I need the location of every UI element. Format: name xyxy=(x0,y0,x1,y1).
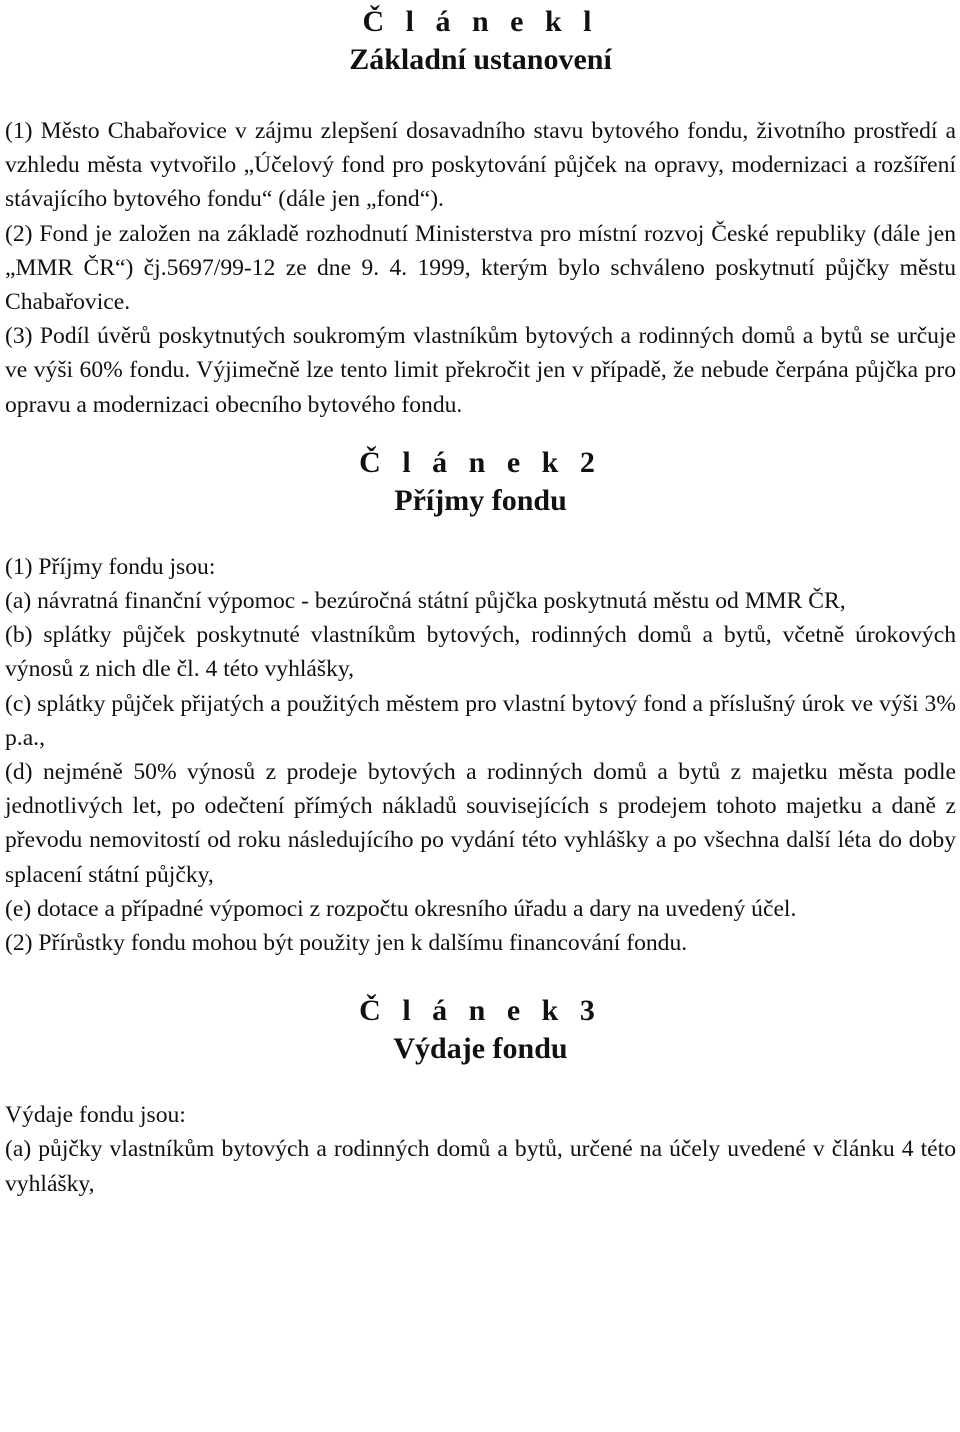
article-2-paragraph-2: (2) Přírůstky fondu mohou být použity jen k dalšímu financování fondu. xyxy=(5,930,688,957)
article-2-title: Příjmy fondu xyxy=(394,483,567,517)
article-3-number: Č l á n e k 3 xyxy=(359,994,602,1028)
article-2-item-e: (e) dotace a případné výpomoci z rozpočtu okresního úřadu a dary na uvedený účel. xyxy=(5,895,797,922)
article-3-item-a: (a) půjčky vlastníkům bytových a rodinných domů a bytů, určené na účely uvedené v článku 4 této vyhlášky, xyxy=(5,1136,956,1197)
article-3-body xyxy=(5,1098,956,1201)
article-3 xyxy=(5,992,956,1201)
article-3-intro: Výdaje fondu jsou: xyxy=(5,1102,186,1129)
article-2-paragraph-1: (1) Příjmy fondu jsou: xyxy=(5,553,216,580)
article-1-paragraph-1: (1) Město Chabařovice v zájmu zlepšení dosavadního stavu bytového fondu, životního prostředí a vzhledu města vytvořilo „Účelový fond pro poskytování půjček na opravy, modernizaci a rozšíření stávajícího bytového fondu“ (dále jen „fond“). xyxy=(5,118,956,213)
article-1-paragraph-2: (2) Fond je založen na základě rozhodnutí Ministerstva pro místní rozvoj České republiky (dále jen „MMR ČR“) čj.5697/99-12 ze dne 9. 4. 1999, kterým bylo schváleno poskytnutí půjčky městu Chabařovice. xyxy=(5,220,956,316)
article-1-title: Základní ustanovení xyxy=(349,43,612,76)
article-2-item-c: (c) splátky půjček přijatých a použitých městem pro vlastní bytový fond a příslušný úrok ve výši 3% p.a., xyxy=(5,690,956,751)
article-2-item-d: (d) nejméně 50% výnosů z prodeje bytových a rodinných domů a bytů z majetku města podle jednotlivých let, po odečtení přímých nákladů souvisejících s prodejem tohoto majetku a daně z převodu nemovitostí od roku následujícího po vydání této vyhlášky a po všechna další léta do doby splacení státní půjčky, xyxy=(5,759,956,888)
article-2-item-a: (a) návratná finanční výpomoc - bezúročná státní půjčka poskytnutá městu od MMR ČR, xyxy=(5,588,846,615)
article-1-paragraph-3: (3) Podíl úvěrů poskytnutých soukromým vlastníkům bytových a rodinných domů a bytů se určuje ve výši 60% fondu. Výjimečně lze tento limit překročit jen v případě, že nebude čerpána půjčka pro opravu a modernizaci obecního bytového fondu. xyxy=(5,323,956,418)
article-1 xyxy=(5,0,956,422)
article-2-item-b: (b) splátky půjček poskytnuté vlastníkům bytových, rodinných domů a bytů, včetně úrokových výnosů z nich dle čl. 4 této vyhlášky, xyxy=(5,622,956,683)
article-2-number: Č l á n e k 2 xyxy=(359,445,602,479)
article-1-body xyxy=(5,114,956,422)
article-2-body xyxy=(5,550,956,960)
article-2 xyxy=(5,444,956,960)
article-1-number: Č l á n e k l xyxy=(362,5,599,38)
article-3-title: Výdaje fondu xyxy=(393,1032,568,1066)
